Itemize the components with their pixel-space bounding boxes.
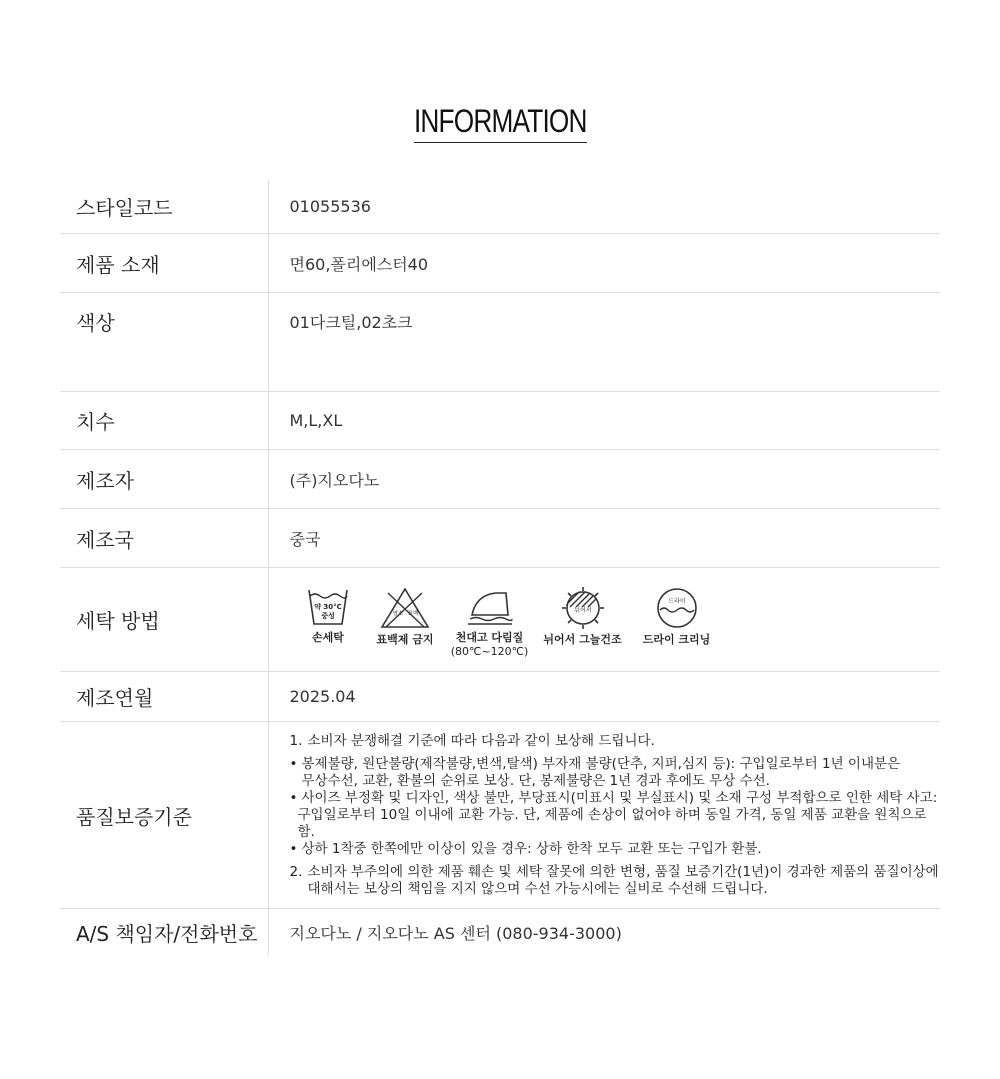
quality-bullet-2 [290, 790, 941, 807]
no-bleach-right: 표백 [407, 610, 419, 617]
no-bleach-icon [380, 587, 430, 629]
no-bleach-left: 염소 [392, 610, 404, 617]
no-bleach-label: 표백제 금지 [376, 632, 434, 646]
shade-dry-icon [560, 587, 606, 629]
quality-item-2-line-2: 대해서는 보상의 책임을 지지 않으며 수선 가능시에는 실비로 수선해 드립니다. [307, 880, 768, 897]
row-value-country: 중국 [268, 509, 940, 568]
dry-clean-label: 드라이 크리닝 [642, 632, 711, 646]
row-label-maker: 제조자 [60, 450, 268, 509]
wash-item-iron [444, 587, 536, 659]
dry-clean-inner: 드라이 [667, 597, 686, 605]
quality-bullet-3 [290, 841, 941, 858]
row-label-style: 스타일코드 [60, 180, 268, 234]
table-row [60, 180, 940, 234]
wash-item-hand [290, 587, 367, 645]
quality-bullet-1 [290, 756, 941, 773]
quality-item-2-number: 2. [289, 863, 303, 880]
hand-wash-icon [306, 587, 350, 627]
quality-item-1-number: 1. [289, 732, 303, 749]
hand-wash-detergent: 중성 [321, 611, 335, 620]
wash-item-dry-clean [630, 587, 724, 647]
table-row [60, 672, 940, 722]
row-value-as: 지오다노 / 지오다노 AS 센터 (080-934-3000) [268, 909, 940, 956]
table-row [60, 909, 940, 956]
row-label-date: 제조연월 [60, 672, 268, 722]
row-label-as: A/S 책임자/전화번호 [60, 909, 268, 956]
row-value-quality [268, 722, 940, 909]
quality-text [290, 733, 941, 898]
info-table [60, 180, 940, 955]
wash-icon-list [290, 581, 941, 659]
row-label-size: 치수 [60, 392, 268, 450]
table-row [60, 450, 940, 509]
table-row [60, 568, 940, 672]
row-label-country: 제조국 [60, 509, 268, 568]
hand-wash-temp: 약 30°C [314, 602, 342, 611]
wash-item-shade-dry [536, 587, 630, 647]
hand-wash-label: 손세탁 [312, 630, 344, 644]
shade-dry-label: 뉘어서 그늘건조 [543, 632, 622, 646]
quality-bullet-2-line-1: 사이즈 부정확 및 디자인, 색상 불만, 부당표시(미표시 및 부실표시) 및 소재 구성 부적합으로 인한 세탁 사고: [301, 789, 938, 806]
dry-clean-icon [654, 587, 700, 629]
bullet-dot: • [289, 755, 298, 772]
row-label-material: 제품 소재 [60, 234, 268, 293]
quality-bullet-1-line-1: 봉제불량, 원단불량(제작불량,변색,탈색) 부자재 불량(단추, 지퍼,심지 등): 구입일로부터 1년 이내분은 [301, 755, 901, 772]
bullet-dot: • [289, 840, 298, 857]
row-label-wash: 세탁 방법 [60, 568, 268, 672]
table-row [60, 293, 940, 392]
row-value-color: 01다크틸,02초크 [268, 293, 940, 392]
shade-dry-inner: 뉘어서 [573, 606, 592, 614]
quality-item-2 [290, 864, 941, 881]
wash-item-no-bleach [367, 587, 444, 647]
table-row [60, 509, 940, 568]
quality-bullet-3-text: 상하 1착중 한쪽에만 이상이 있을 경우: 상하 한착 모두 교환 또는 구입가 환불. [301, 840, 762, 857]
table-row [60, 392, 940, 450]
row-value-size: M,L,XL [268, 392, 940, 450]
table-row [60, 722, 940, 909]
quality-item-1-text: 소비자 분쟁해결 기준에 따라 다음과 같이 보상해 드립니다. [307, 732, 655, 749]
quality-item-2-line-1: 소비자 부주의에 의한 제품 훼손 및 세탁 잘못에 의한 변형, 품질 보증기간(1년)이 경과한 제품의 품질이상에 [307, 863, 939, 880]
row-value-date: 2025.04 [268, 672, 940, 722]
page-title: INFORMATION [414, 100, 587, 143]
quality-bullet-1-line-2: 무상수선, 교환, 환불의 순위로 보상. 단, 봉제불량은 1년 경과 후에도 무상 수선. [301, 772, 770, 789]
iron-temp: (80℃~120℃) [450, 644, 529, 658]
bullet-dot: • [289, 789, 298, 806]
row-label-quality: 품질보증기준 [60, 722, 268, 909]
row-value-maker: (주)지오다노 [268, 450, 940, 509]
iron-cloth-icon [466, 587, 514, 627]
table-row [60, 234, 940, 293]
row-value-wash [268, 568, 940, 672]
quality-item-1 [290, 733, 941, 750]
iron-label: 천대고 다림질 [455, 630, 524, 644]
row-value-material: 면60,폴리에스터40 [268, 234, 940, 293]
row-value-style: 01055536 [289, 197, 371, 216]
quality-bullet-2-line-2: 구입일로부터 10일 이내에 교환 가능. 단, 제품에 손상이 없어야 하며 동일 가격, 동일 제품 교환을 원칙으로 함. [297, 806, 927, 840]
title-wrap [0, 100, 1000, 143]
row-label-color: 색상 [60, 293, 268, 392]
